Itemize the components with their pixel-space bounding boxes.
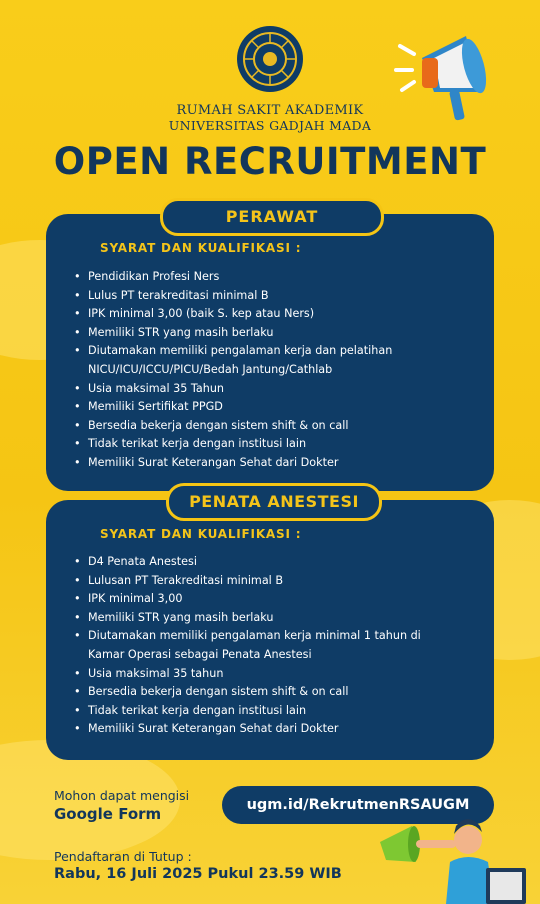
requirements-list-perawat xyxy=(72,268,392,473)
list-item: • Memiliki Sertifikat PPGD xyxy=(74,400,223,414)
list-item: • IPK minimal 3,00 xyxy=(74,592,183,606)
position-title-penata-anestesi: PENATA ANESTESI xyxy=(166,483,382,521)
org-name-line2: UNIVERSITAS GADJAH MADA xyxy=(168,118,372,133)
list-item: • Memiliki STR yang masih berlaku xyxy=(74,610,274,624)
page-title: OPEN RECRUITMENT xyxy=(53,140,487,183)
list-item: • Pendidikan Profesi Ners xyxy=(74,270,220,283)
list-item: • D4 Penata Anestesi xyxy=(74,555,197,568)
list-item: • Bersedia bekerja dengan sistem shift & on call xyxy=(74,685,349,699)
deadline-date: Rabu, 16 Juli 2025 Pukul 23.59 WIB xyxy=(54,866,342,882)
megaphone-icon xyxy=(394,28,504,128)
list-item: • Usia maksimal 35 tahun xyxy=(74,666,224,680)
list-item-continuation: NICU/ICU/ICCU/PICU/Bedah Jantung/Cathlab xyxy=(88,362,333,376)
list-item: • Lulusan PT Terakreditasi minimal B xyxy=(74,573,284,587)
university-seal-logo xyxy=(237,26,303,92)
requirements-list-penata-anestesi xyxy=(72,553,421,739)
position-title-perawat: PERAWAT xyxy=(160,198,384,236)
requirements-heading: SYARAT DAN KUALIFIKASI : xyxy=(100,527,302,541)
person-with-megaphone-illustration xyxy=(376,812,540,904)
list-item: • Tidak terikat kerja dengan institusi lain xyxy=(74,703,307,717)
form-name: Google Form xyxy=(54,805,162,823)
list-item: • Memiliki STR yang masih berlaku xyxy=(74,325,274,339)
form-instruction: Mohon dapat mengisi xyxy=(54,788,190,803)
requirements-heading: SYARAT DAN KUALIFIKASI : xyxy=(100,241,302,255)
list-item: • Usia maksimal 35 Tahun xyxy=(74,381,225,395)
deadline-label: Pendaftaran di Tutup : xyxy=(54,849,192,864)
list-item: • IPK minimal 3,00 (baik S. kep atau Ners) xyxy=(74,307,315,321)
list-item: • Lulus PT terakreditasi minimal B xyxy=(74,288,269,302)
list-item: • Diutamakan memiliki pengalaman kerja dan pelatihan xyxy=(74,344,393,358)
list-item-continuation: Kamar Operasi sebagai Penata Anestesi xyxy=(88,647,312,661)
registration-link-button[interactable]: ugm.id/RekrutmenRSAUGM xyxy=(222,786,494,824)
list-item: • Memiliki Surat Keterangan Sehat dari Dokter xyxy=(74,722,339,736)
list-item: • Tidak terikat kerja dengan institusi lain xyxy=(74,437,307,451)
list-item: • Diutamakan memiliki pengalaman kerja minimal 1 tahun di xyxy=(74,629,421,643)
org-name-line1: RUMAH SAKIT AKADEMIK xyxy=(176,103,364,118)
list-item: • Bersedia bekerja dengan sistem shift & on call xyxy=(74,418,349,432)
list-item: • Memiliki Surat Keterangan Sehat dari Dokter xyxy=(74,455,339,469)
